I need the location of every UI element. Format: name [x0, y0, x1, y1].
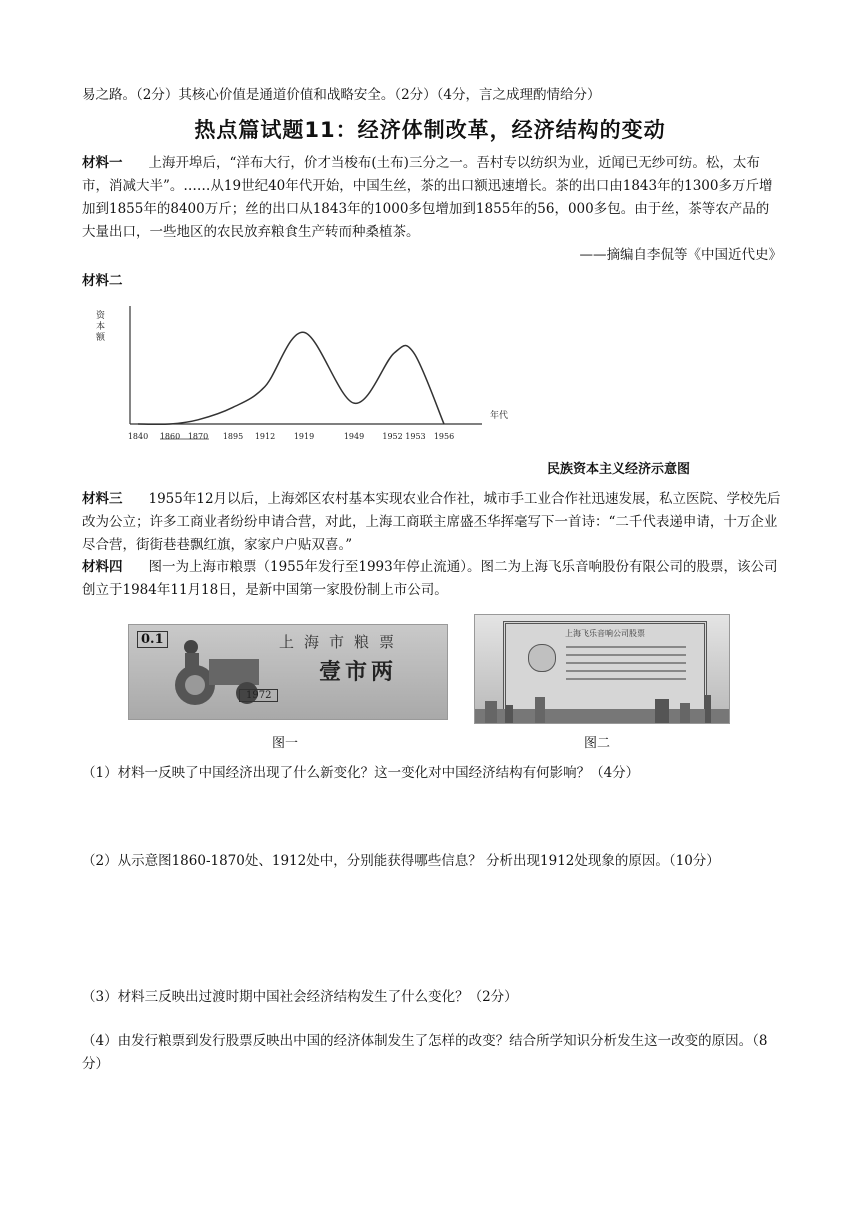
material-one-text: 上海开埠后，“洋布大行，价才当梭布(土布)三分之一。吾村专以纺织为业，近闻已无纱可纺。松，太布市，消减大半”。……从19世纪40年代开始，中国生丝，茶的出口额迅速增长。茶的出口由1843年的1300多万斤增加到1855年的8400万斤；丝的出口从1843年的1000多包增加到1855年的56，000多包。由于丝，茶等农产品的大量出口，一些地区的农民放弃粮食生产转而种桑植茶。	[82, 155, 773, 240]
question-1: （1）材料一反映了中国经济出现了什么新变化？这一变化对中国经济结构有何影响？（4分）	[82, 765, 640, 781]
x-tick-label: 1912	[254, 432, 276, 441]
x-tick-label: 1860	[159, 432, 181, 441]
material-three-text: 1955年12月以后，上海郊区农村基本实现农业合作社，城市手工业合作社迅速发展，私立医院、学校先后改为公立；许多工商业者纷纷申请合营，对此，上海工商联主席盛丕华挥毫写下一首诗：“二千代表递申请，十万企业尽合营，街街巷巷飘红旗，家家户户贴双喜。”	[82, 491, 781, 553]
material-four	[82, 556, 782, 602]
certificate-title: 上海飞乐音响公司股票	[565, 629, 645, 638]
x-tick-label: 1956	[433, 432, 455, 441]
grain-ticket-image	[128, 624, 448, 720]
question-4: （4）由发行粮票到发行股票反映出中国的经济体制发生了怎样的改变？结合所学知识分析发生这一改变的原因。（8分）	[82, 1033, 768, 1072]
capital-chart	[82, 296, 542, 446]
x-tick-label: 1952 1953	[382, 432, 426, 441]
material-two-label: 材料二	[82, 273, 123, 289]
material-one-source: ——摘编自李侃等《中国近代史》	[579, 247, 782, 263]
x-tick-label: 1895	[222, 432, 244, 441]
figure-two-caption: 图二	[584, 736, 611, 751]
material-four-text: 图一为上海市粮票（1955年发行至1993年停止流通）。图二为上海飞乐音响股份有限公司的股票，该公司创立于1984年11月18日，是新中国第一家股份制上市公司。	[82, 559, 778, 598]
x-tick-label: 1949	[343, 432, 365, 441]
x-tick-label: 1870	[187, 432, 209, 441]
city-skyline	[475, 695, 729, 723]
figure-one-caption: 图一	[272, 736, 299, 751]
material-one	[82, 152, 782, 244]
series-line	[138, 332, 444, 424]
material-three	[82, 488, 782, 557]
ticket-year: 1972	[239, 689, 278, 702]
ticket-denomination: 0.1	[137, 631, 168, 648]
carryover-answer-line: 易之路。（2分）其核心价值是通道价值和战略安全。（2分）（4分，言之成理酌情给分）	[82, 87, 601, 103]
chart-caption: 民族资本主义经济示意图	[547, 462, 691, 477]
y-axis-label: 资本额	[96, 311, 106, 343]
capital-chart-svg	[82, 296, 542, 446]
x-tick-label: 1840	[127, 432, 149, 441]
material-four-label: 材料四	[82, 559, 123, 575]
stock-certificate-image	[474, 614, 730, 724]
material-one-label: 材料一	[82, 155, 123, 171]
ticket-amount: 壹市两	[319, 659, 398, 685]
page-title: 热点篇试题11：经济体制改革，经济结构的变动	[194, 118, 666, 142]
question-3: （3）材料三反映出过渡时期中国社会经济结构发生了什么变化？（2分）	[82, 989, 518, 1005]
material-three-label: 材料三	[82, 491, 123, 507]
x-axis-label: 年代	[490, 411, 509, 421]
x-tick-label: 1919	[293, 432, 315, 441]
question-2: （2）从示意图1860-1870处、1912处中，分别能获得哪些信息？ 分析出现1912处现象的原因。（10分）	[82, 853, 720, 869]
certificate-seal	[528, 644, 556, 672]
ticket-title: 上海市粮票	[279, 633, 405, 651]
